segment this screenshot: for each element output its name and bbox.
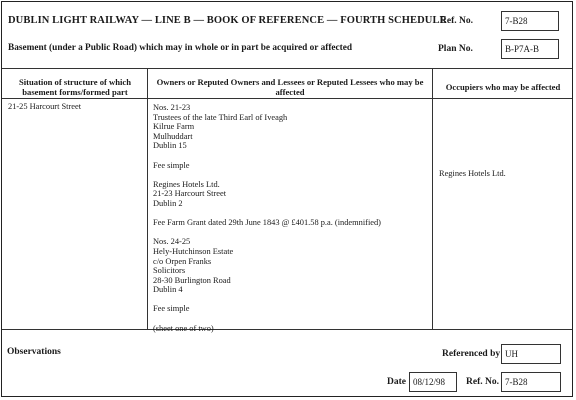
ref-no-field[interactable]: 7-B28 [501,11,559,31]
occupiers-cell [439,169,506,179]
plan-no-label: Plan No. [438,44,473,54]
owners-line: 21-23 Harcourt Street [153,189,227,199]
owners-line: Trustees of the late Third Earl of Iveagh [153,112,288,122]
table-top-rule [2,68,572,69]
occupiers-text: Regines Hotels Ltd. [439,169,506,178]
situation-text: 21-25 Harcourt Street [8,102,82,111]
owners-spacer [153,295,429,305]
ref-no-label: Ref. No. [440,16,473,26]
date-field[interactable]: 08/12/98 [409,372,457,392]
plan-no-field[interactable]: B-P7A-B [501,39,559,59]
owners-line: Hely-Hutchinson Estate [153,246,234,256]
date-label: Date [387,377,406,387]
situation-cell [8,102,81,112]
owners-cell [153,103,429,333]
owners-spacer [153,170,429,180]
owners-spacer [153,151,429,161]
owners-line: Dublin 15 [153,141,187,151]
owners-line: Kilrue Farm [153,122,195,132]
header-bottom-rule [2,98,572,99]
owners-line: Fee simple [153,304,190,314]
owners-line: Regines Hotels Ltd. [153,179,220,189]
referenced-by-label: Referenced by [442,349,501,359]
document-subtitle: Basement (under a Public Road) which may in whole or in part be acquired or affected [8,43,353,53]
owners-line: Dublin 2 [153,198,183,208]
owners-line: Fee Farm Grant dated 29th June 1843 @ £401.58 p.a. (indemnified) [153,218,381,228]
footer-ref-no-label: Ref. No. [466,377,499,387]
column-header-occupiers: Occupiers who may be affected [445,82,561,92]
owners-line: c/o Orpen Franks [153,256,212,266]
owners-line: Nos. 24-25 [153,237,191,247]
owners-line: Fee simple [153,160,190,170]
column-header-owners: Owners or Reputed Owners and Lessees or Reputed Lessees who may be affected [156,77,424,97]
owners-line: Solicitors [153,266,186,276]
owners-spacer [153,209,429,219]
referenced-by-field[interactable]: UH [501,344,561,364]
owners-line: Nos. 21-23 [153,103,191,112]
schedule-form [1,1,573,397]
owners-line: (sheet one of two) [153,323,214,333]
document-title: DUBLIN LIGHT RAILWAY — LINE B — BOOK OF REFERENCE — FOURTH SCHEDULE [8,15,447,26]
owners-line: Mulhuddart [153,131,193,141]
column-divider-1 [147,68,148,329]
owners-spacer [153,228,429,238]
column-divider-2 [432,68,433,329]
owners-line: 28-30 Burlington Road [153,275,231,285]
owners-spacer [153,314,429,324]
footer-ref-no-field[interactable]: 7-B28 [501,372,561,392]
observations-label: Observations [7,347,61,357]
owners-line: Dublin 4 [153,285,183,295]
column-header-situation: Situation of structure of which basement forms/formed part [18,77,132,97]
